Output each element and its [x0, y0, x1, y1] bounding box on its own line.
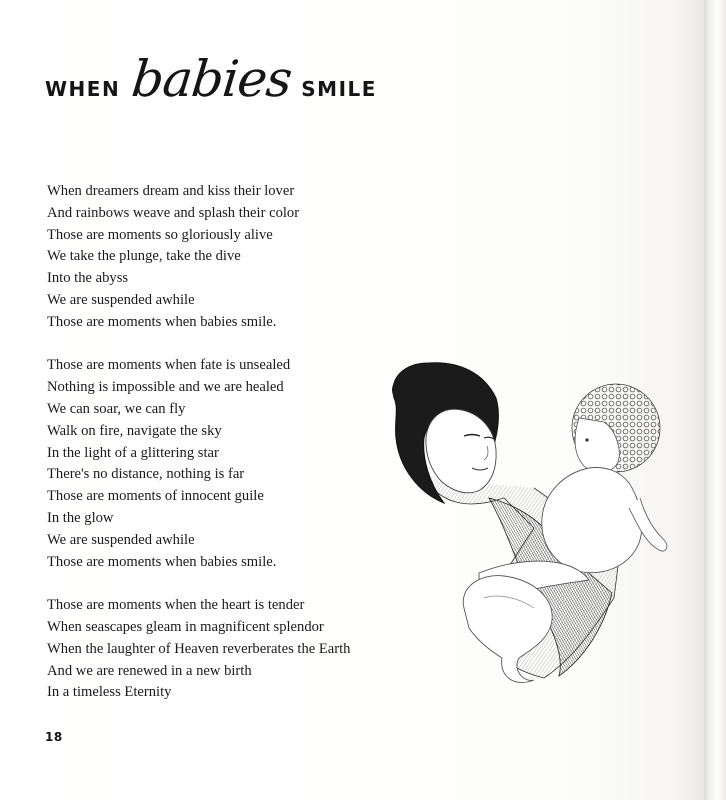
poem-line: When seascapes gleam in magnificent splendor — [47, 618, 324, 635]
poem-line: Into the abyss — [47, 270, 129, 287]
poem-line: Those are moments so gloriously alive — [47, 226, 273, 243]
poem-line: In the light of a glittering star — [47, 444, 219, 461]
title-prefix: WHEN — [45, 77, 121, 101]
title-suffix: SMILE — [301, 77, 377, 101]
stanza-1 — [47, 181, 407, 334]
stanza-3 — [47, 595, 407, 704]
poem-body — [47, 181, 407, 726]
poem-line: We take the plunge, take the dive — [47, 248, 241, 265]
poem-line: We can soar, we can fly — [47, 400, 186, 417]
poem-line: When the laughter of Heaven reverberates the Earth — [47, 640, 351, 657]
poem-line: Those are moments when babies smile. — [47, 313, 277, 330]
poem-line: Those are moments when fate is unsealed — [47, 357, 291, 374]
poem-line: Those are moments when babies smile. — [47, 553, 277, 570]
poem-line: Those are moments of innocent guile — [47, 488, 264, 505]
page-number: 18 — [45, 730, 63, 744]
title-emphasis: babies — [129, 50, 295, 108]
poem-line: There's no distance, nothing is far — [47, 466, 245, 483]
poem-line: We are suspended awhile — [47, 291, 195, 308]
poem-line: And rainbows weave and splash their color — [47, 204, 300, 221]
poem-line: In the glow — [47, 509, 114, 526]
stanza-2 — [47, 355, 407, 573]
poem-line: We are suspended awhile — [47, 531, 195, 548]
poem-line: Nothing is impossible and we are healed — [47, 379, 284, 396]
mother-holding-baby-illustration — [384, 358, 674, 688]
poem-line: And we are renewed in a new birth — [47, 662, 252, 679]
poem-line: In a timeless Eternity — [47, 684, 172, 701]
poem-line: Those are moments when the heart is tender — [47, 597, 305, 614]
page-gutter — [704, 0, 726, 800]
page-title — [45, 50, 377, 110]
poem-line: Walk on fire, navigate the sky — [47, 422, 222, 439]
poem-line: When dreamers dream and kiss their lover — [47, 183, 295, 199]
